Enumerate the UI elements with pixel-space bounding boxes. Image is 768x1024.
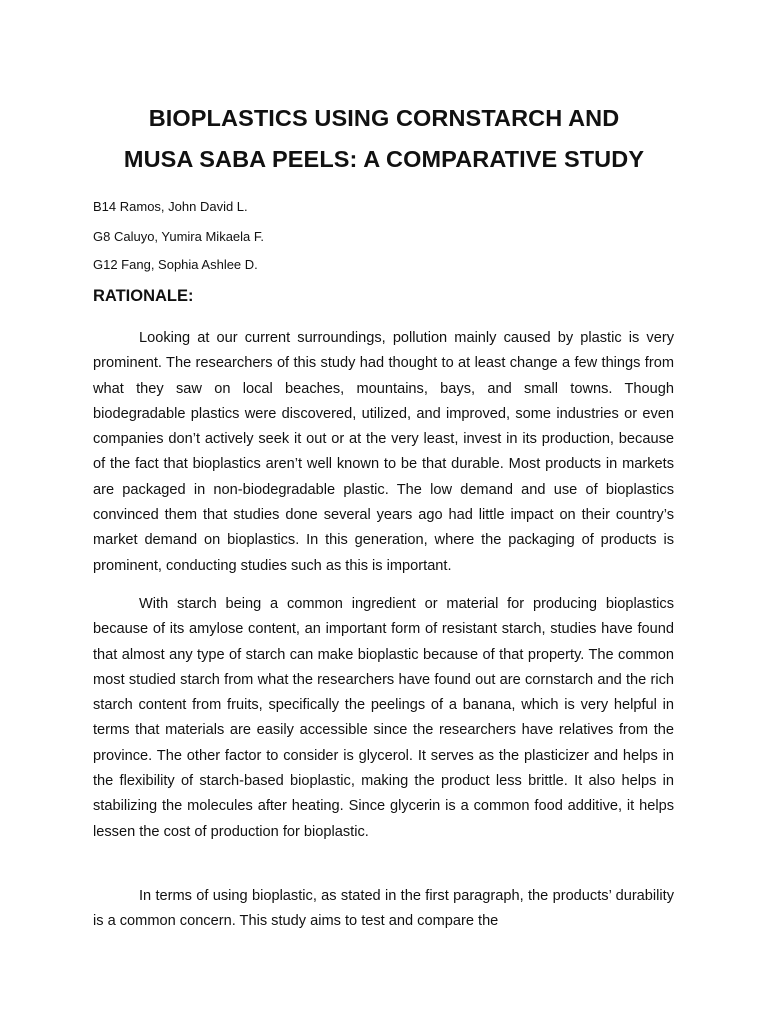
- section-heading-rationale: RATIONALE:: [93, 287, 194, 305]
- paragraph-2: With starch being a common ingredient or material for producing bioplastics because of its amylose content, an important form of resistant starch, studies have found that almost any type of starch can make bioplastic because of that property. The common most studied starch from what the researchers have found out are cornstarch and the rich starch content from fruits, specifically the peelings of a banana, which is very helpful in terms that materials are easily accessible since the researchers have relatives from the province. The other factor to consider is glycerol. It serves as the plasticizer and helps in the flexibility of starch-based bioplastic, making the product less brittle. It also helps in stabilizing the molecules after heating. Since glycerin is a common food additive, it helps lessen the cost of production for bioplastic.: [93, 596, 674, 840]
- paragraph-3: In terms of using bioplastic, as stated in the first paragraph, the products’ durability is a common concern. This study aims to test and compare the: [93, 888, 674, 930]
- author-2: G8 Caluyo, Yumira Mikaela F.: [93, 229, 264, 244]
- title-line-1: BIOPLASTICS USING CORNSTARCH AND: [148, 105, 620, 131]
- paragraph-1: Looking at our current surroundings, pollution mainly caused by plastic is very prominent. The researchers of this study had thought to at least change a few things from what they saw on local beaches, mountains, bays, and small towns. Though biodegradable plastics were discovered, utilized, and improved, some industries or even companies don’t actively seek it out or at the very least, invest in its production, because of the fact that bioplastics aren’t well known to be that durable. Most products in markets are packaged in non-biodegradable plastic. The low demand and use of bioplastics convinced them that studies done several years ago had little impact on their country’s market demand on bioplastics. In this generation, where the packaging of products is prominent, conducting studies such as this is important.: [93, 330, 674, 574]
- document-title: [60, 98, 708, 180]
- author-1: B14 Ramos, John David L.: [93, 199, 248, 214]
- title-line-2: MUSA SABA PEELS: A COMPARATIVE STUDY: [123, 146, 645, 172]
- author-3: G12 Fang, Sophia Ashlee D.: [93, 257, 258, 272]
